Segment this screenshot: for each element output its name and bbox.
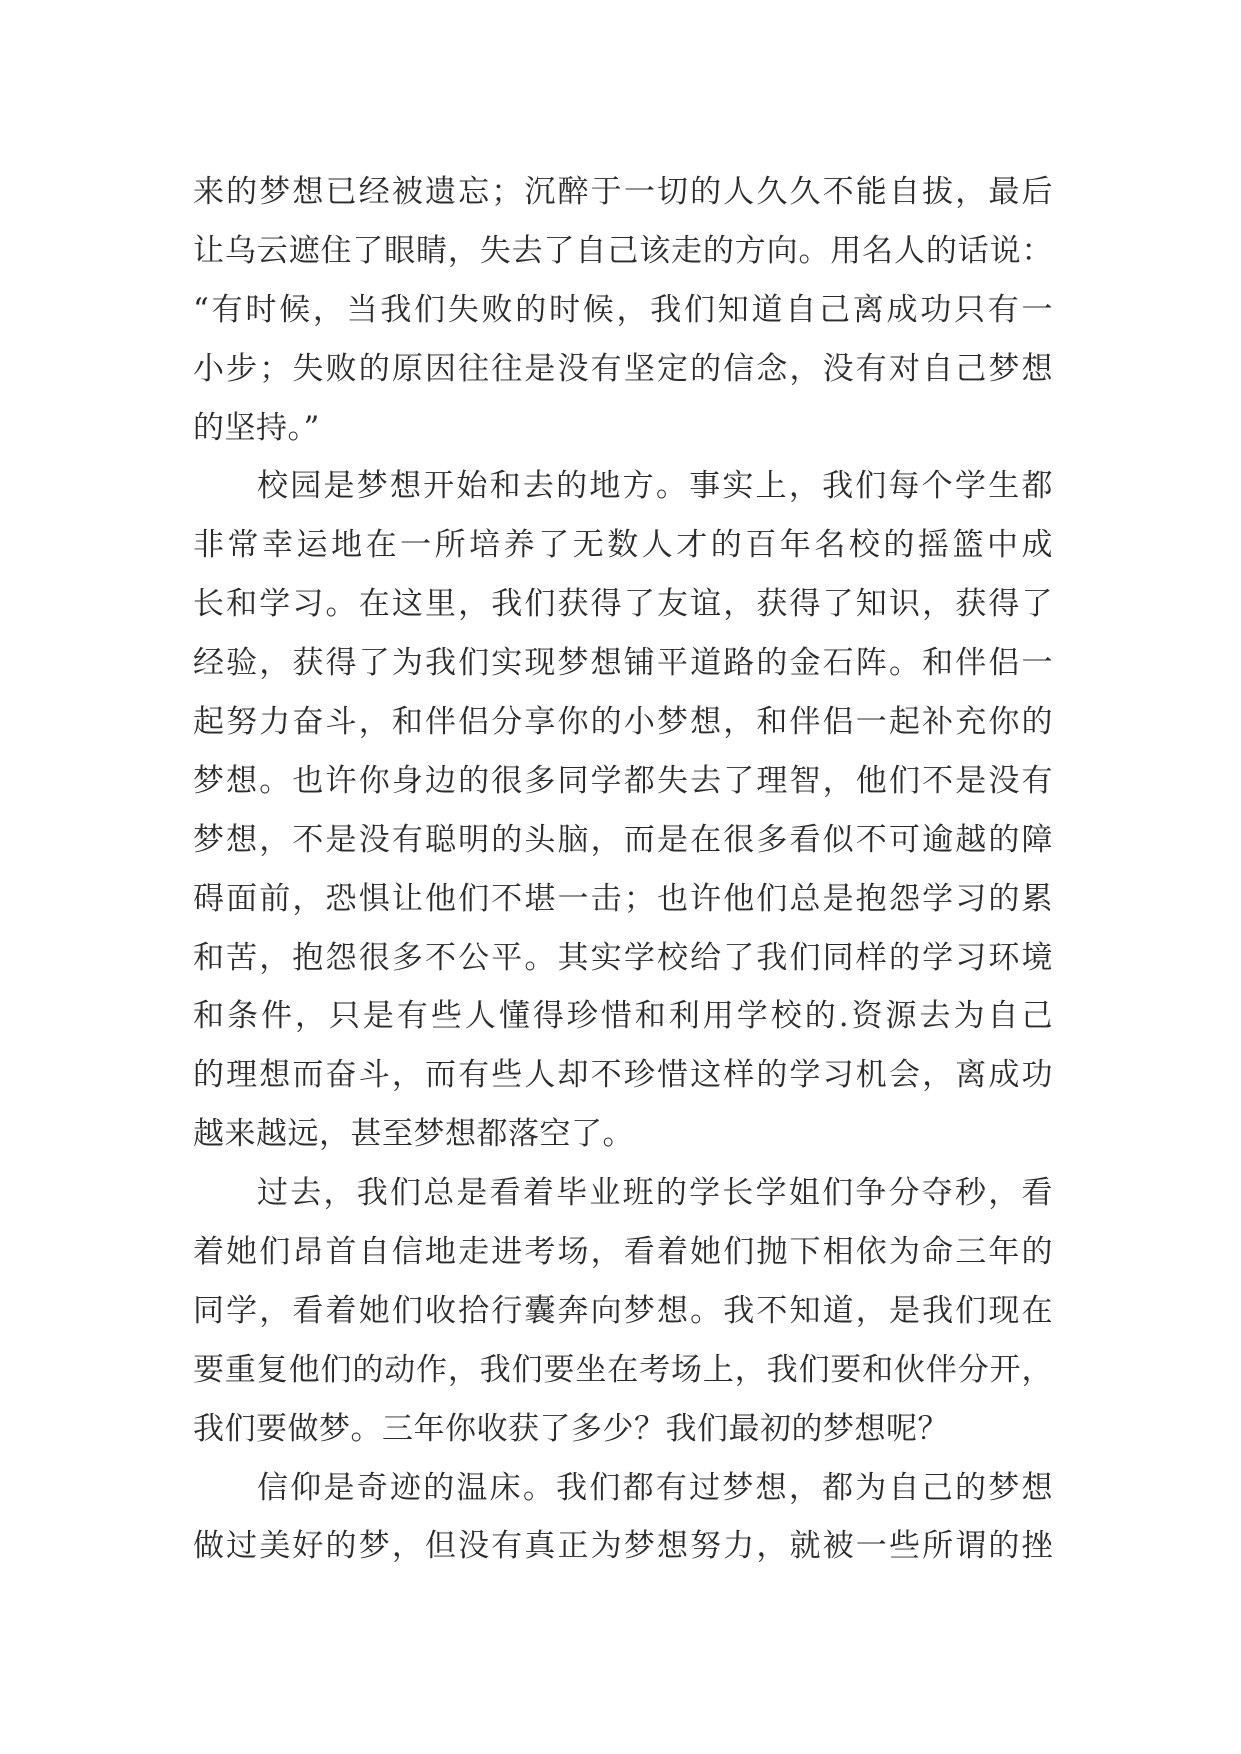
text-line: 着她们昂首自信地走进考场，看着她们抛下相依为命三年的 <box>193 1234 1053 1271</box>
text-line: 小步；失败的原因往往是没有坚定的信念，没有对自己梦想 <box>193 350 1053 387</box>
text-line: “有时候，当我们失败的时候，我们知道自己离成功只有一 <box>193 291 1053 328</box>
text-line: 碍面前，恐惧让他们不堪一击；也许他们总是抱怨学习的累 <box>193 880 1053 917</box>
document-body-text <box>193 163 1053 1576</box>
text-line: 要重复他们的动作，我们要坐在考场上，我们要和伙伴分开， <box>193 1351 1053 1388</box>
text-line: 让乌云遮住了眼睛，失去了自己该走的方向。用名人的话说： <box>193 232 1053 269</box>
text-line: 我们要做梦。三年你收获了多少？我们最初的梦想呢？ <box>193 1410 949 1447</box>
text-line: 的理想而奋斗，而有些人却不珍惜这样的学习机会，离成功 <box>193 1057 1053 1094</box>
text-line: 梦想。也许你身边的很多同学都失去了理智，他们不是没有 <box>193 762 1053 799</box>
text-line: 的坚持。” <box>193 409 320 446</box>
text-line: 做过美好的梦，但没有真正为梦想努力，就被一些所谓的挫 <box>193 1528 1053 1565</box>
text-line: 和条件，只是有些人懂得珍惜和利用学校的.资源去为自己 <box>193 998 1053 1035</box>
text-line: 非常幸运地在一所培养了无数人才的百年名校的摇篮中成 <box>193 527 1053 564</box>
text-line: 和苦，抱怨很多不公平。其实学校给了我们同样的学习环境 <box>193 939 1053 976</box>
text-line: 越来越远，甚至梦想都落空了。 <box>193 1116 634 1153</box>
text-line: 起努力奋斗，和伴侣分享你的小梦想，和伴侣一起补充你的 <box>193 704 1053 741</box>
paragraph-first-line: 过去，我们总是看着毕业班的学长学姐们争分夺秒，看 <box>257 1175 1053 1212</box>
text-line: 长和学习。在这里，我们获得了友谊，获得了知识，获得了 <box>193 586 1053 623</box>
paragraph-first-line: 校园是梦想开始和去的地方。事实上，我们每个学生都 <box>257 468 1053 505</box>
text-line: 经验，获得了为我们实现梦想铺平道路的金石阵。和伴侣一 <box>193 645 1053 682</box>
paragraph-first-line: 信仰是奇迹的温床。我们都有过梦想，都为自己的梦想 <box>257 1469 1053 1506</box>
text-line: 来的梦想已经被遗忘；沉醉于一切的人久久不能自拔，最后 <box>193 174 1053 210</box>
text-line: 梦想，不是没有聪明的头脑，而是在很多看似不可逾越的障 <box>193 821 1053 858</box>
text-line: 同学，看着她们收拾行囊奔向梦想。我不知道，是我们现在 <box>193 1292 1053 1329</box>
